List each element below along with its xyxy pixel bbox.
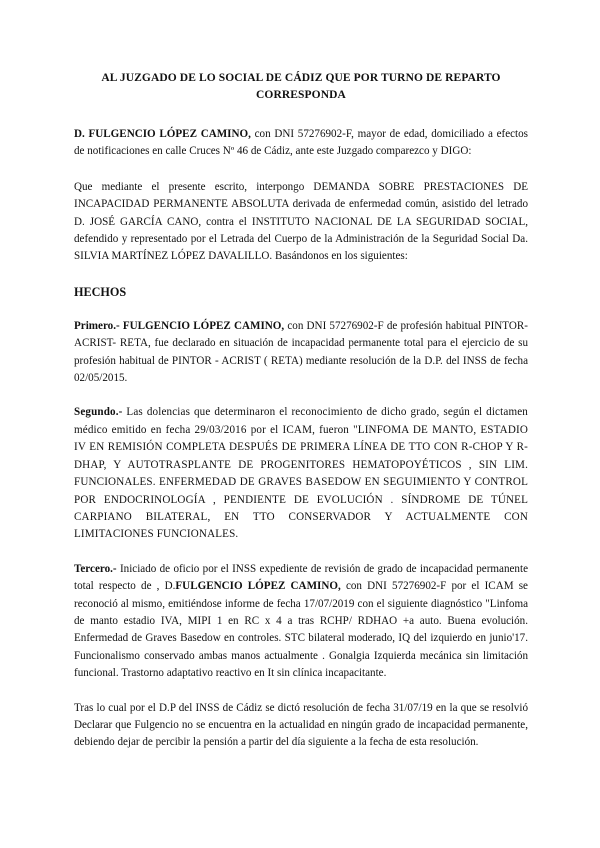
segundo-text: Las dolencias que determinaron el reconocimiento de dicho grado, según el dictamen médico emitido en fecha 29/03/2016 por el ICAM, fueron "LINFOMA DE MANTO, ESTADIO IV EN REMISIÓN COMPLETA DESPUÉS DE PRIMERA LÍNEA DE TTO CON R-CHOP Y R-DHAP, Y AUTOTRASPLANTE DE PROGENITORES HEMATOPOYÉTICOS , SIN LIM. FUNCIONALES. ENFERMEDAD DE GRAVES BASEDOW EN SEGUIMIENTO Y CONTROL POR ENDOCRINOLOGÍA , PENDIENTE DE EVOLUCIÓN . SÍNDROME DE TÚNEL CARPIANO BILATERAL, EN TTO CONSERVADOR Y ACTUALMENTE CON LIMITACIONES FUNCIONALES. [74,406,528,541]
plaintiff-name: D. FULGENCIO LÓPEZ CAMINO, [74,128,251,140]
tercero-text-before: Iniciado de oficio por el INSS expediente de revisión de grado de incapacidad permanente total respecto de , D. [74,562,528,593]
intro-paragraph [74,126,528,161]
primero-paragraph [74,318,528,388]
primero-label: Primero.- [74,319,120,332]
segundo-paragraph [74,404,528,543]
intro-text: con DNI 57276902-F, mayor de edad, domiciliado a efectos de notificaciones en calle Cruces Nº 46 de Cádiz, ante este Juzgado comparezco y DIGO: [74,128,528,158]
demand-paragraph: Que mediante el presente escrito, interpongo DEMANDA SOBRE PRESTACIONES DE INCAPACIDAD PERMANENTE ABSOLUTA derivada de enfermedad común, asistido del letrado D. JOSÉ GARCÍA CANO, contra el INSTITUTO NACIONAL DE LA SEGURIDAD SOCIAL, defendido y representado por el Letrada del Cuerpo de la Administración de la Seguridad Social Da. SILVIA MARTÍNEZ LÓPEZ DAVALILLO. Basándonos en los siguientes: [74,180,528,263]
primero-text: con DNI 57276902-F de profesión habitual PINTOR- ACRIST- RETA, fue declarado en situación de incapacidad permanente total para el ejercicio de su profesión habitual de PINTOR - ACRIST ( RETA) mediante resolución de la D.P. del INSS de fecha 02/05/2015. [74,319,528,385]
hechos-heading: HECHOS [74,284,127,299]
segundo-label: Segundo.- [74,406,123,419]
closing-paragraph: Tras lo cual por el D.P del INSS de Cádiz se dictó resolución de fecha 31/07/19 en la que se resolvió Declarar que Fulgencio no se encuentra en la actualidad en ningún grado de incapacidad permanente, debiendo dejar de percibir la pensión a partir del día siguiente a la fecha de esta resolución. [74,701,528,749]
document-title: AL JUZGADO DE LO SOCIAL DE CÁDIZ QUE POR TURNO DE REPARTO CORRESPONDA [101,72,501,101]
primero-name: FULGENCIO LÓPEZ CAMINO, [119,319,285,332]
tercero-paragraph [74,561,528,683]
tercero-label: Tercero.- [74,562,117,575]
tercero-text-after: con DNI 57276902-F por el ICAM se reconoció al mismo, emitiéndose informe de fecha 17/07/2019 con el siguiente diagnóstico "Linfoma de manto estadio IVA, MIPI 1 en RC x 4 a tras RCHP/ RDHAO +a auto. Buena evolución. Enfermedad de Graves Basedow en controles. STC bilateral moderado, IQ del izquierdo en junio'17. Funcionalismo conservado ambas manos actualmente . Gonalgia Izquierda mecánica sin limitación funcional. Trastorno adaptativo reactivo en It sin clínica incapacitante. [74,580,528,680]
tercero-name: FULGENCIO LÓPEZ CAMINO, [175,580,341,593]
